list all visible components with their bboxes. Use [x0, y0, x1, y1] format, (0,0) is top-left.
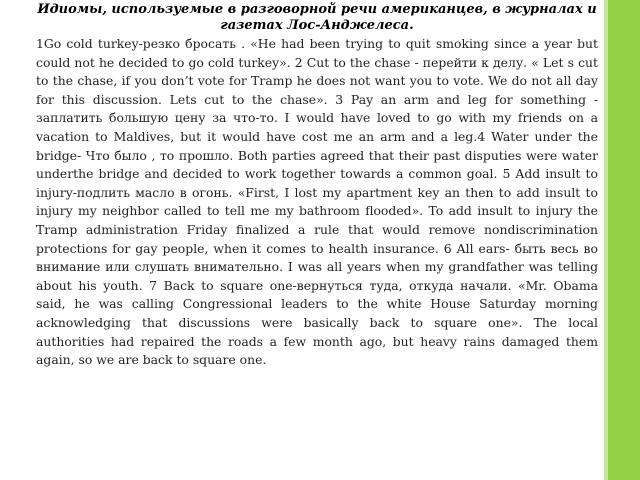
page-title: Идиомы, используемые в разговорной речи американцев, в журналах и газетах Лос-Анджелеса.	[37, 2, 597, 33]
accent-band	[608, 0, 640, 480]
body-paragraph: 1Go cold turkey-резко бросать . «He had been trying to quit smoking since a year but could not he decided to go cold turkey». 2 Cut to the chase - перейти к делу. « Let s cut to the chase, if you don’t vote for Tramp he does not want you to vote. We do not all day for this discussion. Lets cut to the chase». 3 Pay an arm and leg for something - заплатить большую цену за что-то. I would have loved to go with my friends on a vacation to Maldives, but it would have cost me an arm and a leg.4 Water under the bridge- Что было , то прошло. Both parties agreed that their past disputies were water underthe bridge and decided to work together towards a common goal. 5 Add insult to injury-подлить масло в огонь. «First, I lost my apartment key an then to add insult to injury my neighbor called to tell me my bathroom flooded». To add insult to injury the Tramp administration Friday finalized a rule that would remove nondiscrimination protections for gay people, when it comes to health insurance. 6 All ears- быть весь во внимание или слушать внимательно. I was all years when my grandfather was telling about his youth. 7 Back to square one-вернуться туда, откуда начали. «Mr. Obama said, he was calling Congressional leaders to the white House Saturday morning acknowledging that discussions were basically back to square one». The local authorities had repaired the roads a few month ago, but heavy rains damaged them again, so we are back to square one.	[36, 36, 598, 368]
text-content	[36, 2, 598, 478]
